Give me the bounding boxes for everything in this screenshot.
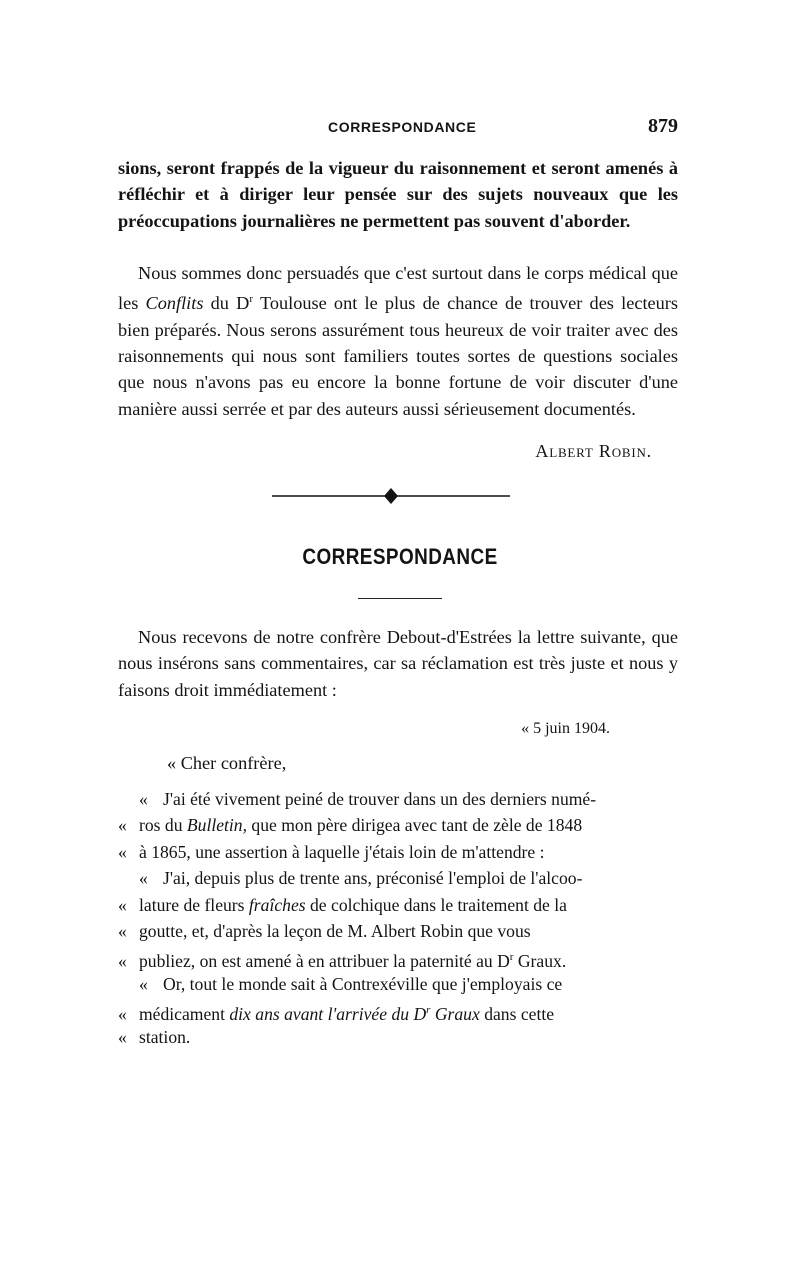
text-run: J'ai été vivement peiné de trouver dans un des derniers numé- [163, 789, 597, 809]
author-signature: Albert Robin. [535, 441, 652, 461]
letter-line [118, 865, 680, 891]
letter-body [118, 786, 680, 1050]
running-head: CORRESPONDANCE [328, 119, 477, 135]
text-run: J'ai, depuis plus de trente ans, préconisé l'emploi de l'alcoo- [163, 868, 583, 889]
text-run: Nous sommes donc persuadés que c'est surtout dans le corps médical que les [118, 263, 678, 314]
text-run: à 1865, une assertion à laquelle j'étais loin de m'attendre : [139, 841, 545, 862]
quote-mark: « [139, 789, 148, 809]
journal-title-italic: Bulletin, [186, 815, 248, 836]
text-run: Graux. [513, 951, 567, 972]
paragraph-continuation: sions, seront frappés de la vigueur du raisonnement et seront amenés à réfléchir et à diriger leur pensée sur des sujets nouveaux que les préoccupations journalières ne permettent pas souvent d'aborder. [118, 158, 678, 231]
emphasis-italic: fraîches [248, 894, 306, 915]
book-title-italic: Conflits [145, 293, 204, 314]
text-run: station. [139, 1026, 191, 1047]
letter-line [118, 786, 680, 812]
letter-line [118, 892, 680, 918]
letter-salutation: « Cher confrère, [167, 753, 287, 773]
letter-line [118, 944, 680, 970]
text-run: que mon père dirigea avec tant de zèle de 1848 [247, 815, 583, 836]
text-run: de colchique dans le traitement de la [305, 894, 567, 915]
page-header [118, 115, 680, 139]
text-run: Toulouse ont le plus de chance de trouver des lecteurs bien préparés. Nous serons assurément tous heureux de voir traiter avec des raisonnements qui nous sont familiers toutes sortes de questions sociales que nous n'avons pas eu encore la bonne fortune de voir discuter d'une manière aussi serrée et par des auteurs aussi sérieusement documentés. [118, 293, 678, 419]
quote-mark: « [118, 841, 127, 862]
quote-mark: « [118, 920, 127, 941]
letter-line [118, 839, 680, 865]
quote-mark: « [139, 973, 148, 994]
quote-mark: « [139, 868, 148, 889]
quote-mark: « [118, 1003, 127, 1024]
title-rule [358, 598, 442, 599]
letter-line [118, 997, 680, 1023]
letter-line [118, 918, 680, 944]
emphasis-italic: Graux [430, 1003, 480, 1024]
quote-mark: « [118, 951, 127, 972]
text-run: ros du [139, 815, 187, 836]
text-run: goutte, et, d'après la leçon de M. Albert Robin que vous [139, 920, 531, 941]
emphasis-italic: dix ans avant l'arrivée du D [229, 1003, 427, 1024]
text-run: Or, tout le monde sait à Contrexéville que j'employais ce [163, 973, 563, 994]
quote-mark: « [118, 894, 127, 915]
quote-mark: « [118, 1026, 127, 1047]
paragraph-conflits [118, 260, 678, 422]
superscript: r [509, 951, 514, 964]
text-run: dans cette [479, 1003, 555, 1024]
text-run: médicament [139, 1003, 230, 1024]
page-number: 879 [648, 115, 678, 137]
superscript: r [249, 293, 254, 306]
letter-date: « 5 juin 1904. [521, 720, 610, 737]
text-run: lature de fleurs [139, 894, 249, 915]
superscript: r [426, 1004, 431, 1017]
section-title: CORRESPONDANCE [302, 544, 498, 569]
text-run: publiez, on est amené à en attribuer la paternité au D [139, 951, 510, 972]
text-run: du D [203, 293, 250, 314]
letter-line [118, 812, 680, 838]
letter-line [118, 971, 680, 997]
ornament-divider [272, 487, 510, 505]
intro-paragraph: Nous recevons de notre confrère Debout-d'Estrées la lettre suivante, que nous insérons sans commentaires, car sa réclamation est très juste et nous y faisons droit immédiatement : [118, 627, 678, 700]
letter-line [118, 1024, 680, 1050]
quote-mark: « [118, 815, 127, 836]
